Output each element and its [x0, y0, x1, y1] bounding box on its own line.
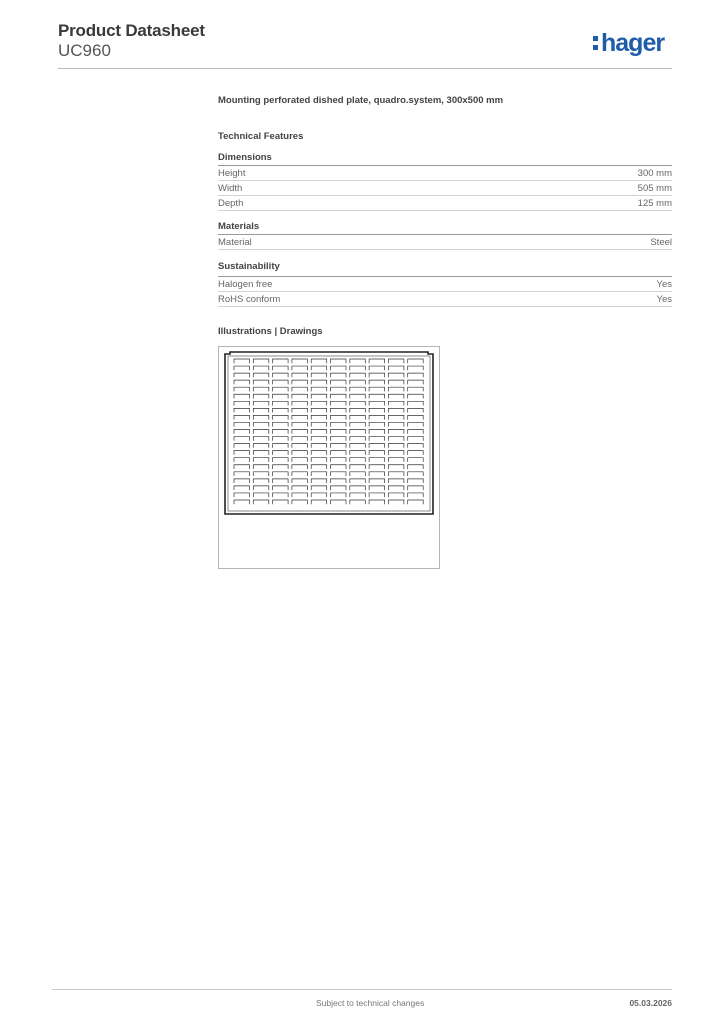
perforation-slot: [253, 373, 268, 377]
perforation-slot: [273, 451, 289, 455]
perforation-slot: [292, 486, 308, 490]
perforation-slot: [408, 387, 424, 391]
plate-inner-edge: [228, 356, 430, 511]
perforation-slot: [331, 437, 347, 441]
perforation-slot: [253, 430, 268, 434]
perforation-slot: [292, 444, 308, 448]
perforation-slot: [234, 472, 250, 476]
perforation-slot: [292, 479, 308, 483]
perforation-slot: [311, 437, 327, 441]
perforation-slot: [369, 500, 385, 504]
perforation-slot: [331, 380, 347, 384]
perforation-slot: [350, 373, 366, 377]
perforation-slot: [234, 451, 250, 455]
perforation-slot: [273, 500, 289, 504]
perforation-slot: [292, 394, 308, 398]
perforation-slot: [331, 430, 347, 434]
product-drawing: [218, 346, 440, 569]
perforation-slot: [253, 458, 268, 462]
sustainability-group: [218, 260, 672, 307]
perforation-slot: [311, 373, 327, 377]
perforation-slot: [350, 493, 366, 497]
perforation-slot: [369, 458, 385, 462]
perforation-slot: [253, 444, 268, 448]
perforation-slot: [292, 465, 308, 469]
document-header: [58, 20, 205, 60]
perforation-slot: [292, 380, 308, 384]
perforation-slot: [408, 373, 424, 377]
perforation-slot: [311, 408, 327, 412]
perforation-slot: [408, 366, 424, 370]
perforation-slot: [253, 479, 268, 483]
perforation-slot: [369, 415, 385, 419]
perforation-slot: [408, 359, 424, 363]
spec-row-height: [218, 166, 672, 181]
footer-date: 05.03.2026: [629, 998, 672, 1008]
perforation-slot: [331, 444, 347, 448]
perforation-slot: [408, 380, 424, 384]
hager-logo: [593, 30, 664, 56]
perforation-slot: [388, 408, 404, 412]
perforation-slot: [234, 401, 250, 405]
perforation-slot: [350, 486, 366, 490]
perforation-slot: [369, 387, 385, 391]
perforation-slot: [350, 394, 366, 398]
perforation-slot: [331, 486, 347, 490]
perforation-slot: [369, 359, 385, 363]
perforation-slot: [273, 394, 289, 398]
spec-label: Material: [218, 237, 252, 248]
spec-value: 300 mm: [637, 168, 672, 179]
product-description: Mounting perforated dished plate, quadro.system, 300x500 mm: [218, 95, 504, 106]
perforation-slot: [408, 493, 424, 497]
spec-value: Steel: [650, 237, 672, 248]
perforation-slot: [311, 486, 327, 490]
perforation-slot: [311, 380, 327, 384]
perforation-slot: [388, 387, 404, 391]
logo-colon-mark: [593, 35, 599, 52]
perforation-slot: [234, 408, 250, 412]
perforation-slot: [408, 479, 424, 483]
perforation-slot: [408, 430, 424, 434]
perforation-slot: [273, 430, 289, 434]
perforation-slot: [311, 430, 327, 434]
perforation-slot: [388, 394, 404, 398]
spec-label: Width: [218, 183, 243, 194]
perforation-slot: [350, 415, 366, 419]
perforation-slot: [234, 479, 250, 483]
perforation-slot: [234, 394, 250, 398]
perforation-slot: [350, 479, 366, 483]
perforation-slot: [369, 437, 385, 441]
perforation-slot: [292, 472, 308, 476]
perforation-slot: [292, 500, 308, 504]
spec-row-material: [218, 235, 672, 250]
perforation-slot: [388, 472, 404, 476]
perforation-slot: [234, 444, 250, 448]
perforation-slot: [273, 465, 289, 469]
perforation-slot: [331, 373, 347, 377]
perforation-slot: [311, 465, 327, 469]
perforation-slot: [253, 486, 268, 490]
perforation-slot: [331, 458, 347, 462]
perforation-slot: [253, 493, 268, 497]
perforation-slot: [408, 437, 424, 441]
perforation-slot: [253, 500, 268, 504]
perforation-slot: [331, 366, 347, 370]
perforation-slot: [331, 408, 347, 412]
perforation-slot: [388, 458, 404, 462]
perforation-slot: [388, 373, 404, 377]
perforation-slot: [311, 444, 327, 448]
perforation-slot: [311, 472, 327, 476]
perforation-slot: [388, 401, 404, 405]
perforation-slot: [253, 465, 268, 469]
perforation-slot: [408, 451, 424, 455]
spec-row-halogen-free: [218, 277, 672, 292]
footer-divider: [52, 989, 672, 990]
spec-row-depth: [218, 196, 672, 211]
technical-features-title: Technical Features: [218, 131, 304, 142]
perforation-slot: [369, 408, 385, 412]
perforation-slot: [388, 380, 404, 384]
perforation-slot: [273, 373, 289, 377]
perforation-slot: [292, 415, 308, 419]
main-content: [218, 94, 672, 569]
perforation-slot: [331, 479, 347, 483]
perforation-slot: [408, 465, 424, 469]
perforated-plate-drawing: [222, 350, 436, 522]
perforation-slot: [273, 408, 289, 412]
perforation-slot: [408, 472, 424, 476]
perforation-slot: [388, 465, 404, 469]
perforation-slot: [253, 359, 268, 363]
perforation-slot: [350, 458, 366, 462]
perforation-slot: [369, 465, 385, 469]
perforation-slot: [273, 486, 289, 490]
perforation-slot: [253, 472, 268, 476]
perforation-slot: [253, 422, 268, 426]
spec-value: Yes: [656, 294, 672, 305]
perforation-slot: [369, 401, 385, 405]
spec-row-rohs: [218, 292, 672, 307]
perforation-slot: [369, 422, 385, 426]
perforation-slot: [369, 451, 385, 455]
perforation-slot: [311, 500, 327, 504]
perforation-slot: [388, 359, 404, 363]
perforation-slot: [234, 430, 250, 434]
perforation-slot: [273, 493, 289, 497]
spec-label: RoHS conform: [218, 294, 281, 305]
sustainability-title: Sustainability: [218, 261, 280, 272]
perforation-slot: [331, 472, 347, 476]
perforation-slot: [388, 493, 404, 497]
perforation-slot: [311, 458, 327, 462]
perforation-slot: [311, 479, 327, 483]
perforation-slot: [234, 486, 250, 490]
perforation-slot: [234, 493, 250, 497]
perforation-slot: [350, 380, 366, 384]
perforation-slot: [234, 415, 250, 419]
perforation-slot: [234, 465, 250, 469]
perforation-slot: [234, 458, 250, 462]
perforation-slot: [292, 373, 308, 377]
product-code: UC960: [58, 41, 111, 60]
perforation-slot: [369, 444, 385, 448]
perforation-slot: [369, 430, 385, 434]
perforation-slot: [253, 387, 268, 391]
perforation-slot: [369, 479, 385, 483]
spec-value: 125 mm: [637, 198, 672, 209]
perforation-slot: [350, 500, 366, 504]
spec-label: Depth: [218, 198, 244, 209]
perforation-slot: [408, 394, 424, 398]
spec-value: 505 mm: [637, 183, 672, 194]
perforation-slot: [273, 401, 289, 405]
perforation-slot: [369, 366, 385, 370]
materials-title: Materials: [218, 221, 260, 232]
perforation-slot: [408, 486, 424, 490]
perforation-slot: [331, 415, 347, 419]
perforation-slot: [292, 422, 308, 426]
perforation-slot: [388, 444, 404, 448]
perforation-slot: [331, 465, 347, 469]
perforation-slot: [234, 380, 250, 384]
perforation-slot: [234, 366, 250, 370]
perforation-slot: [388, 422, 404, 426]
perforation-slot: [253, 401, 268, 405]
perforation-slot: [331, 394, 347, 398]
perforation-slot: [311, 493, 327, 497]
perforation-slot: [273, 359, 289, 363]
dimensions-group: [218, 151, 672, 211]
perforation-slot: [350, 408, 366, 412]
perforation-slot: [234, 387, 250, 391]
materials-group: [218, 220, 672, 250]
perforation-slot: [311, 366, 327, 370]
perforation-slot: [292, 493, 308, 497]
perforation-slot: [311, 401, 327, 405]
perforation-slot: [292, 401, 308, 405]
perforation-slot: [273, 380, 289, 384]
perforation-slot: [388, 479, 404, 483]
perforation-slot: [331, 359, 347, 363]
footer-note: Subject to technical changes: [316, 998, 425, 1008]
perforation-slot: [253, 415, 268, 419]
perforation-slot: [253, 366, 268, 370]
spec-label: Halogen free: [218, 279, 273, 290]
perforation-slot: [292, 430, 308, 434]
perforation-slot: [273, 415, 289, 419]
perforation-slot: [234, 373, 250, 377]
perforation-slot: [350, 422, 366, 426]
perforation-slot: [350, 430, 366, 434]
perforation-slot: [408, 415, 424, 419]
perforation-slot: [350, 444, 366, 448]
spec-value: Yes: [656, 279, 672, 290]
perforation-slot: [273, 479, 289, 483]
perforation-slot: [350, 451, 366, 455]
perforation-slot: [273, 437, 289, 441]
perforation-slot: [350, 366, 366, 370]
perforation-slot: [234, 437, 250, 441]
document-title: Product Datasheet: [58, 21, 205, 40]
illustrations-title: Illustrations | Drawings: [218, 326, 323, 337]
perforation-slot: [234, 500, 250, 504]
perforation-slot: [311, 415, 327, 419]
perforation-slot: [234, 422, 250, 426]
perforation-slot: [369, 394, 385, 398]
perforation-slot: [408, 500, 424, 504]
perforation-slot: [292, 408, 308, 412]
perforation-slot: [292, 437, 308, 441]
perforation-slot: [331, 422, 347, 426]
perforation-slot: [408, 458, 424, 462]
header-divider: [58, 68, 672, 69]
spec-label: Height: [218, 168, 246, 179]
perforation-slot: [408, 444, 424, 448]
perforation-slot: [408, 408, 424, 412]
perforation-slot: [311, 359, 327, 363]
perforation-slot: [253, 408, 268, 412]
perforation-slot: [388, 366, 404, 370]
perforation-slot: [388, 430, 404, 434]
perforation-slot: [369, 472, 385, 476]
perforation-slot: [331, 387, 347, 391]
perforation-slot: [369, 486, 385, 490]
dimensions-title: Dimensions: [218, 152, 272, 163]
perforation-slot: [369, 373, 385, 377]
perforation-slot: [350, 359, 366, 363]
perforation-slot: [253, 394, 268, 398]
perforation-slot: [311, 422, 327, 426]
perforation-slot: [350, 387, 366, 391]
perforation-slot: [273, 422, 289, 426]
perforation-slot: [311, 387, 327, 391]
perforation-slot: [311, 394, 327, 398]
logo-text: hager: [601, 29, 665, 57]
perforation-slot: [253, 451, 268, 455]
perforation-slot: [369, 380, 385, 384]
perforation-slot: [350, 465, 366, 469]
perforation-slot: [388, 437, 404, 441]
perforation-slot: [292, 359, 308, 363]
perforation-slot: [292, 458, 308, 462]
perforation-slot: [253, 437, 268, 441]
perforation-slot: [234, 359, 250, 363]
perforation-slot: [350, 401, 366, 405]
perforation-slot: [369, 493, 385, 497]
spec-row-width: [218, 181, 672, 196]
perforation-slot: [331, 493, 347, 497]
perforation-slot: [408, 401, 424, 405]
perforation-slot: [350, 437, 366, 441]
perforation-slot: [292, 451, 308, 455]
perforation-slot: [388, 486, 404, 490]
perforation-slot: [273, 387, 289, 391]
perforation-slot: [311, 451, 327, 455]
perforation-slot: [350, 472, 366, 476]
perforation-slot: [273, 472, 289, 476]
perforation-slot: [331, 401, 347, 405]
perforation-slot: [408, 422, 424, 426]
perforation-slot: [388, 415, 404, 419]
perforation-slot: [331, 500, 347, 504]
perforation-slot: [331, 451, 347, 455]
perforation-slot: [388, 451, 404, 455]
perforation-slot: [273, 366, 289, 370]
perforation-slot: [273, 444, 289, 448]
perforation-slot: [253, 380, 268, 384]
perforation-slot: [292, 366, 308, 370]
plate-outline: [225, 352, 433, 514]
perforation-slot: [292, 387, 308, 391]
perforation-slot: [273, 458, 289, 462]
perforation-slot: [388, 500, 404, 504]
